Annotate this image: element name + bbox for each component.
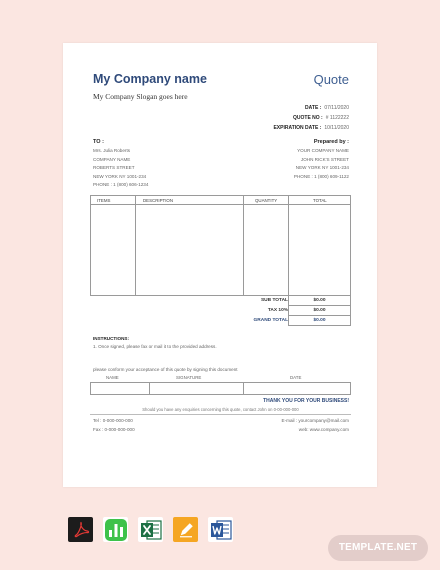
grand-total-label: GRAND TOTAL (253, 318, 288, 323)
footer-divider (90, 414, 351, 415)
column-header-quantity: QUANTITY (255, 198, 278, 203)
word-icon[interactable] (208, 517, 233, 542)
items-table-header (91, 196, 350, 205)
name-label: NAME (106, 375, 119, 380)
quote-document (63, 43, 377, 487)
meta-date (209, 103, 349, 113)
meta-quote-no (209, 113, 349, 123)
prepared-by-heading: Prepared by : (313, 139, 349, 145)
grand-total-value: $0.00 (288, 316, 351, 326)
column-header-description: DESCRIPTION (143, 198, 174, 203)
tax-row (215, 306, 351, 316)
footer-web: web: www.company.com (298, 426, 349, 432)
footer-email: E-mail : yourcompany@mail.com (281, 418, 349, 423)
column-header-total: TOTAL (313, 198, 327, 203)
thank-you-note: THANK YOU FOR YOUR BUSINESS! (263, 398, 349, 404)
prepared-by (294, 138, 349, 181)
signature-divider (243, 383, 244, 394)
pdf-icon[interactable] (68, 517, 93, 542)
prepared-by-line: PHONE : 1 (800) 609-1122 (293, 173, 349, 179)
to-line: ROBERTS STREET (93, 165, 135, 171)
footer-contact-left (93, 417, 135, 434)
to-heading: TO : (93, 139, 104, 145)
signature-box (90, 382, 351, 395)
meta-label: EXPIRATION DATE : (273, 125, 322, 131)
excel-icon[interactable] (138, 517, 163, 542)
to-line: PHONE : 1 (800) 606-1234 (93, 182, 149, 188)
grand-total-row (215, 316, 351, 326)
prepared-by-line: JOHN RICK'S STREET (300, 156, 349, 162)
meta-value: # 1122222 (325, 115, 349, 121)
signature-label: SIGNATURE (176, 375, 202, 380)
company-slogan: My Company Slogan goes here (93, 92, 188, 101)
tax-label: TAX 10% (267, 308, 288, 313)
date-label: DATE (290, 375, 302, 380)
footer-tel: Tel : 0-000-000-000 (93, 418, 133, 423)
totals (215, 296, 351, 326)
meta-value: 07/11/2020 (324, 105, 349, 111)
column-header-items: ITEMS (97, 198, 111, 203)
footer-fax: Fax : 0-000-000-000 (93, 426, 135, 432)
items-table (90, 195, 351, 296)
quote-meta (209, 103, 349, 133)
meta-label: DATE : (305, 105, 322, 111)
acceptance-text: please conform your acceptance of this quote by signing this document (93, 367, 238, 372)
pages-icon[interactable] (173, 517, 198, 542)
signature-labels (90, 375, 351, 382)
column-divider (243, 196, 244, 295)
meta-expiration-date (209, 123, 349, 133)
instructions-heading: INSTRUCTIONS: (93, 336, 129, 341)
document-title: Quote (313, 72, 349, 87)
to-line: Mrs. Julia Roberts (93, 148, 131, 154)
prepared-by-line: YOUR COMPANY NAME (297, 148, 349, 154)
meta-value: 10/11/2020 (324, 125, 349, 131)
subtotal-label: SUB TOTAL (260, 298, 288, 303)
footer-contact-right (282, 417, 349, 434)
subtotal-row (215, 296, 351, 306)
enquiry-note: Should you have any enquiries concerning this quote, contact John on 0-00-000-000 (142, 407, 299, 412)
numbers-icon[interactable] (103, 517, 128, 542)
instructions-line: 1. Once signed, please fax or mail it to the provided address. (93, 344, 217, 349)
word-glyph (209, 518, 233, 542)
pages-glyph (177, 521, 195, 539)
prepared-by-line: NEW YORK NY 1001-234 (295, 165, 349, 171)
company-name: My Company name (93, 72, 207, 86)
column-divider (288, 196, 289, 295)
signature-divider (149, 383, 150, 394)
to-address (93, 138, 148, 189)
excel-glyph (139, 518, 163, 542)
meta-label: QUOTE NO : (293, 115, 323, 121)
column-divider (135, 196, 136, 295)
pdf-glyph (72, 521, 90, 539)
to-line: COMPANY NAME (93, 156, 131, 162)
numbers-glyph (104, 518, 128, 542)
subtotal-value: $0.00 (288, 296, 351, 306)
instructions (93, 335, 217, 351)
to-line: NEW YORK NY 1001-234 (93, 173, 147, 179)
tax-value: $0.00 (288, 306, 351, 316)
brand-watermark[interactable]: TEMPLATE.NET (328, 535, 428, 561)
